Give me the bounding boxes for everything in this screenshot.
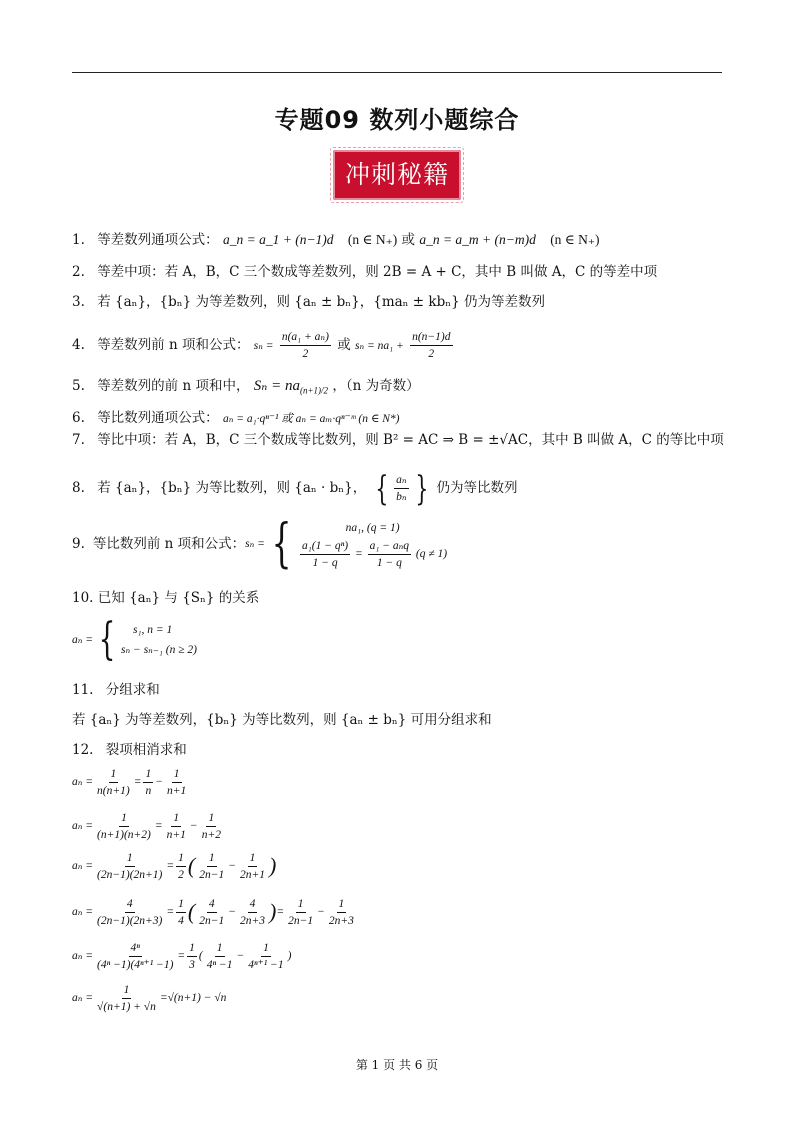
split-row-3: aₙ = $\frac{1}{(2n-1)(2n+1)}$ = $\frac{1}{2}$ ( $\frac{1}{2n-1}$ − $\frac{1}{2n+1}$ ) (72, 851, 277, 881)
fraction: $\frac{1}{(2n-1)(2n+1)}$ (97, 851, 163, 881)
header-rule (72, 72, 722, 73)
fraction: $\frac{1}{2n-1}$ (288, 897, 314, 927)
page-footer: 第 1 页 共 6 页 (355, 1058, 439, 1072)
item-1: 1. 等差数列通项公式： a_n = a_1 + (n−1)d (n ∈ N₊) 或 a_n = a_m + (n−m)d (n ∈ N₊) (72, 232, 600, 248)
item-5: 5. 等差数列的前 n 项和中， $S_n = na_{(n+1)/2}$ ，（n 为奇数） (72, 378, 420, 396)
item-11: 11. 分组求和 (72, 682, 160, 698)
fraction: $\frac{1}{4}$ (178, 897, 184, 927)
fraction: $\frac{\text{a₁ − aₙq}}{1 - q}$ (369, 539, 410, 569)
fraction: $\frac{1}{n+1}$ (166, 811, 186, 841)
item-2: 2. 等差中项：若 A，B，C 三个数成等差数列，则 2B = A + C，其中 B 叫做 A，C 的等差中项 (72, 264, 658, 280)
fraction: $\frac{\text{n(a₁ + aₙ)}}{2}$ (281, 331, 329, 360)
fraction: $\frac{4}{(2n-1)(2n+3)}$ (97, 897, 163, 927)
fraction: $\frac{1}{2n+1}$ (240, 851, 266, 881)
stamp-badge: 冲刺秘籍 (333, 150, 461, 200)
item-11-text: 若 {aₙ} 为等差数列，{bₙ} 为等比数列，则 {aₙ ± bₙ} 可用分组求和 (72, 712, 492, 728)
fraction: $\frac{1}{3}$ (189, 941, 195, 971)
fraction: $\frac{1}{\text{4ⁿ⁺¹ −1}}$ (248, 941, 284, 971)
fraction: $\frac{1}{2}$ (178, 851, 184, 881)
fraction: $\frac{1}{√(n+1) + √n}$ (97, 983, 156, 1013)
split-row-4: aₙ = $\frac{4}{(2n-1)(2n+3)}$ = $\frac{1}{4}$ ( $\frac{4}{2n-1}$ − $\frac{4}{2n+3}$ ) = $\frac{1}{2n-1}$ − $\frac{1}{2n+3}$ (72, 897, 354, 927)
item-10: 10. 已知 {aₙ} 与 {Sₙ} 的关系 (72, 590, 260, 606)
fraction: $\frac{n(n-1)d}{2}$ (412, 331, 451, 360)
item-3: 3. 若 {aₙ}，{bₙ} 为等差数列，则 {aₙ ± bₙ}，{maₙ ± kbₙ} 仍为等差数列 (72, 294, 545, 310)
fraction: $\frac{\text{4ⁿ}}{\text{(4ⁿ −1)(4ⁿ⁺¹ −1)}}$ (97, 941, 174, 971)
fraction: $\frac{1}{n}$ (145, 767, 152, 797)
item-10-formula: aₙ = { s₁, n = 1 sₙ − sₙ₋₁ (n ≥ 2) (72, 614, 197, 665)
split-row-1: aₙ = $\frac{1}{n(n+1)}$ = $\frac{1}{n}$ − $\frac{1}{n+1}$ (72, 767, 187, 797)
fraction: $\frac{4}{2n+3}$ (240, 897, 266, 927)
item-6: 6. 等比数列通项公式： aₙ = a₁·qⁿ⁻¹ 或 aₙ = aₘ·qⁿ⁻ᵐ (n ∈ N*) (72, 410, 400, 426)
fraction: $\frac{4}{2n-1}$ (199, 897, 225, 927)
fraction: $\frac{1}{2n+3}$ (328, 897, 354, 927)
fraction: $\frac{1}{n+2}$ (201, 811, 221, 841)
fraction: $\frac{\text{a₁(1 − qⁿ)}}{1 - q}$ (302, 539, 349, 569)
fraction: $\frac{1}{n(n+1)}$ (97, 767, 130, 797)
split-row-6: aₙ = $\frac{1}{√(n+1) + √n}$ = √(n+1) − √n (72, 983, 227, 1013)
split-row-5: aₙ = $\frac{\text{4ⁿ}}{\text{(4ⁿ −1)(4ⁿ⁺¹ −1)}}$ = $\frac{1}{3}$ ( $\frac{1}{\text{4ⁿ −1}}$ − $\frac{1}{\text{4ⁿ⁺¹ −1}}$ ) (72, 941, 292, 971)
item-9: 9. 等比数列前 n 项和公式： sₙ = { na₁, (q = 1) $\frac{\text{a₁(1 − qⁿ)}}{1 - q}$ = $\frac{\text{a₁ − aₙq}}{1 - q}$ (q ≠ 1) (72, 514, 448, 574)
fraction: $\frac{1}{\text{4ⁿ −1}}$ (206, 941, 233, 971)
fraction: $\frac{1}{(n+1)(n+2)}$ (97, 811, 151, 841)
fraction: $\frac{1}{n+1}$ (167, 767, 187, 797)
item-7: 7. 等比中项：若 A，B，C 三个数成等比数列，则 B² = AC ⇒ B = ±√AC，其中 B 叫做 A，C 的等比中项 (72, 432, 724, 448)
item-8: 8. 若 {aₙ}，{bₙ} 为等比数列，则 {aₙ · bₙ}， { $\frac{\text{aₙ}}{\text{bₙ}}$ } 仍为等比数列 (72, 468, 518, 509)
item-12: 12. 裂项相消求和 (72, 742, 187, 758)
fraction: $\frac{\text{aₙ}}{\text{bₙ}}$ (396, 474, 407, 503)
item-4: 4. 等差数列前 n 项和公式： sₙ = $\frac{\text{n(a₁ + aₙ)}}{2}$ 或 sₙ = na₁ + $\frac{n(n-1)d}{2}$ (72, 331, 451, 360)
split-row-2: aₙ = $\frac{1}{(n+1)(n+2)}$ = $\frac{1}{n+1}$ − $\frac{1}{n+2}$ (72, 811, 221, 841)
page-title: 专题09 数列小题综合 (274, 106, 520, 134)
fraction: $\frac{1}{2n-1}$ (199, 851, 225, 881)
